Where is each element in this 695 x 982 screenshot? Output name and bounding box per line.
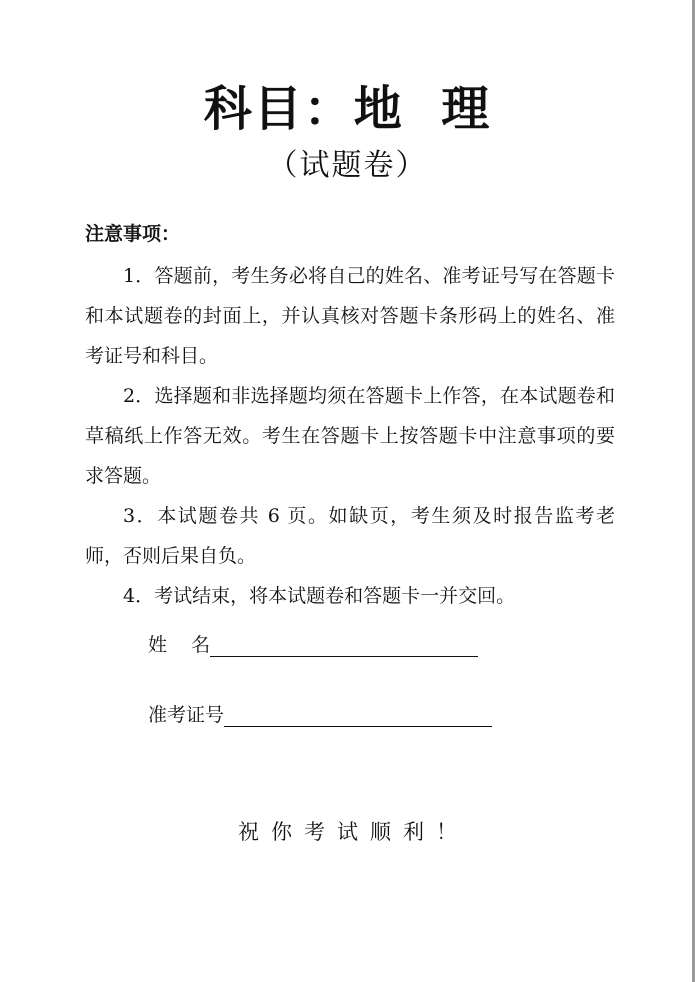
instruction-item: 4．考试结束，将本试题卷和答题卡一并交回。 [123,585,516,607]
instruction-item: 1．答题前，考生务必将自己的姓名、准考证号写在答题卡和本试题卷的封面上，并认真核对答题卡条形码上的姓名、准考证号和科目。 [85,265,615,367]
page-subtitle: （试题卷） [267,148,428,183]
name-field-blank[interactable] [210,632,478,657]
name-field-row [148,632,478,657]
name-field-label: 姓 名 [148,634,211,656]
ticket-number-field-label: 准考证号 [148,704,225,726]
ticket-number-field-blank[interactable] [224,702,492,727]
instructions-list [85,256,615,616]
instruction-item: 2．选择题和非选择题均须在答题卡上作答，在本试题卷和草稿纸上作答无效。考生在答题卡上按答题卡中注意事项的要求答题。 [85,385,615,487]
ticket-number-field-row [148,702,492,727]
page-title: 科目：地 理 [203,81,492,137]
instruction-item: 3．本试题卷共 6 页。如缺页，考生须及时报告监考老师，否则后果自负。 [85,505,615,567]
closing-wish: 祝你考试顺利！ [238,820,469,844]
notice-heading: 注意事项： [85,223,181,245]
